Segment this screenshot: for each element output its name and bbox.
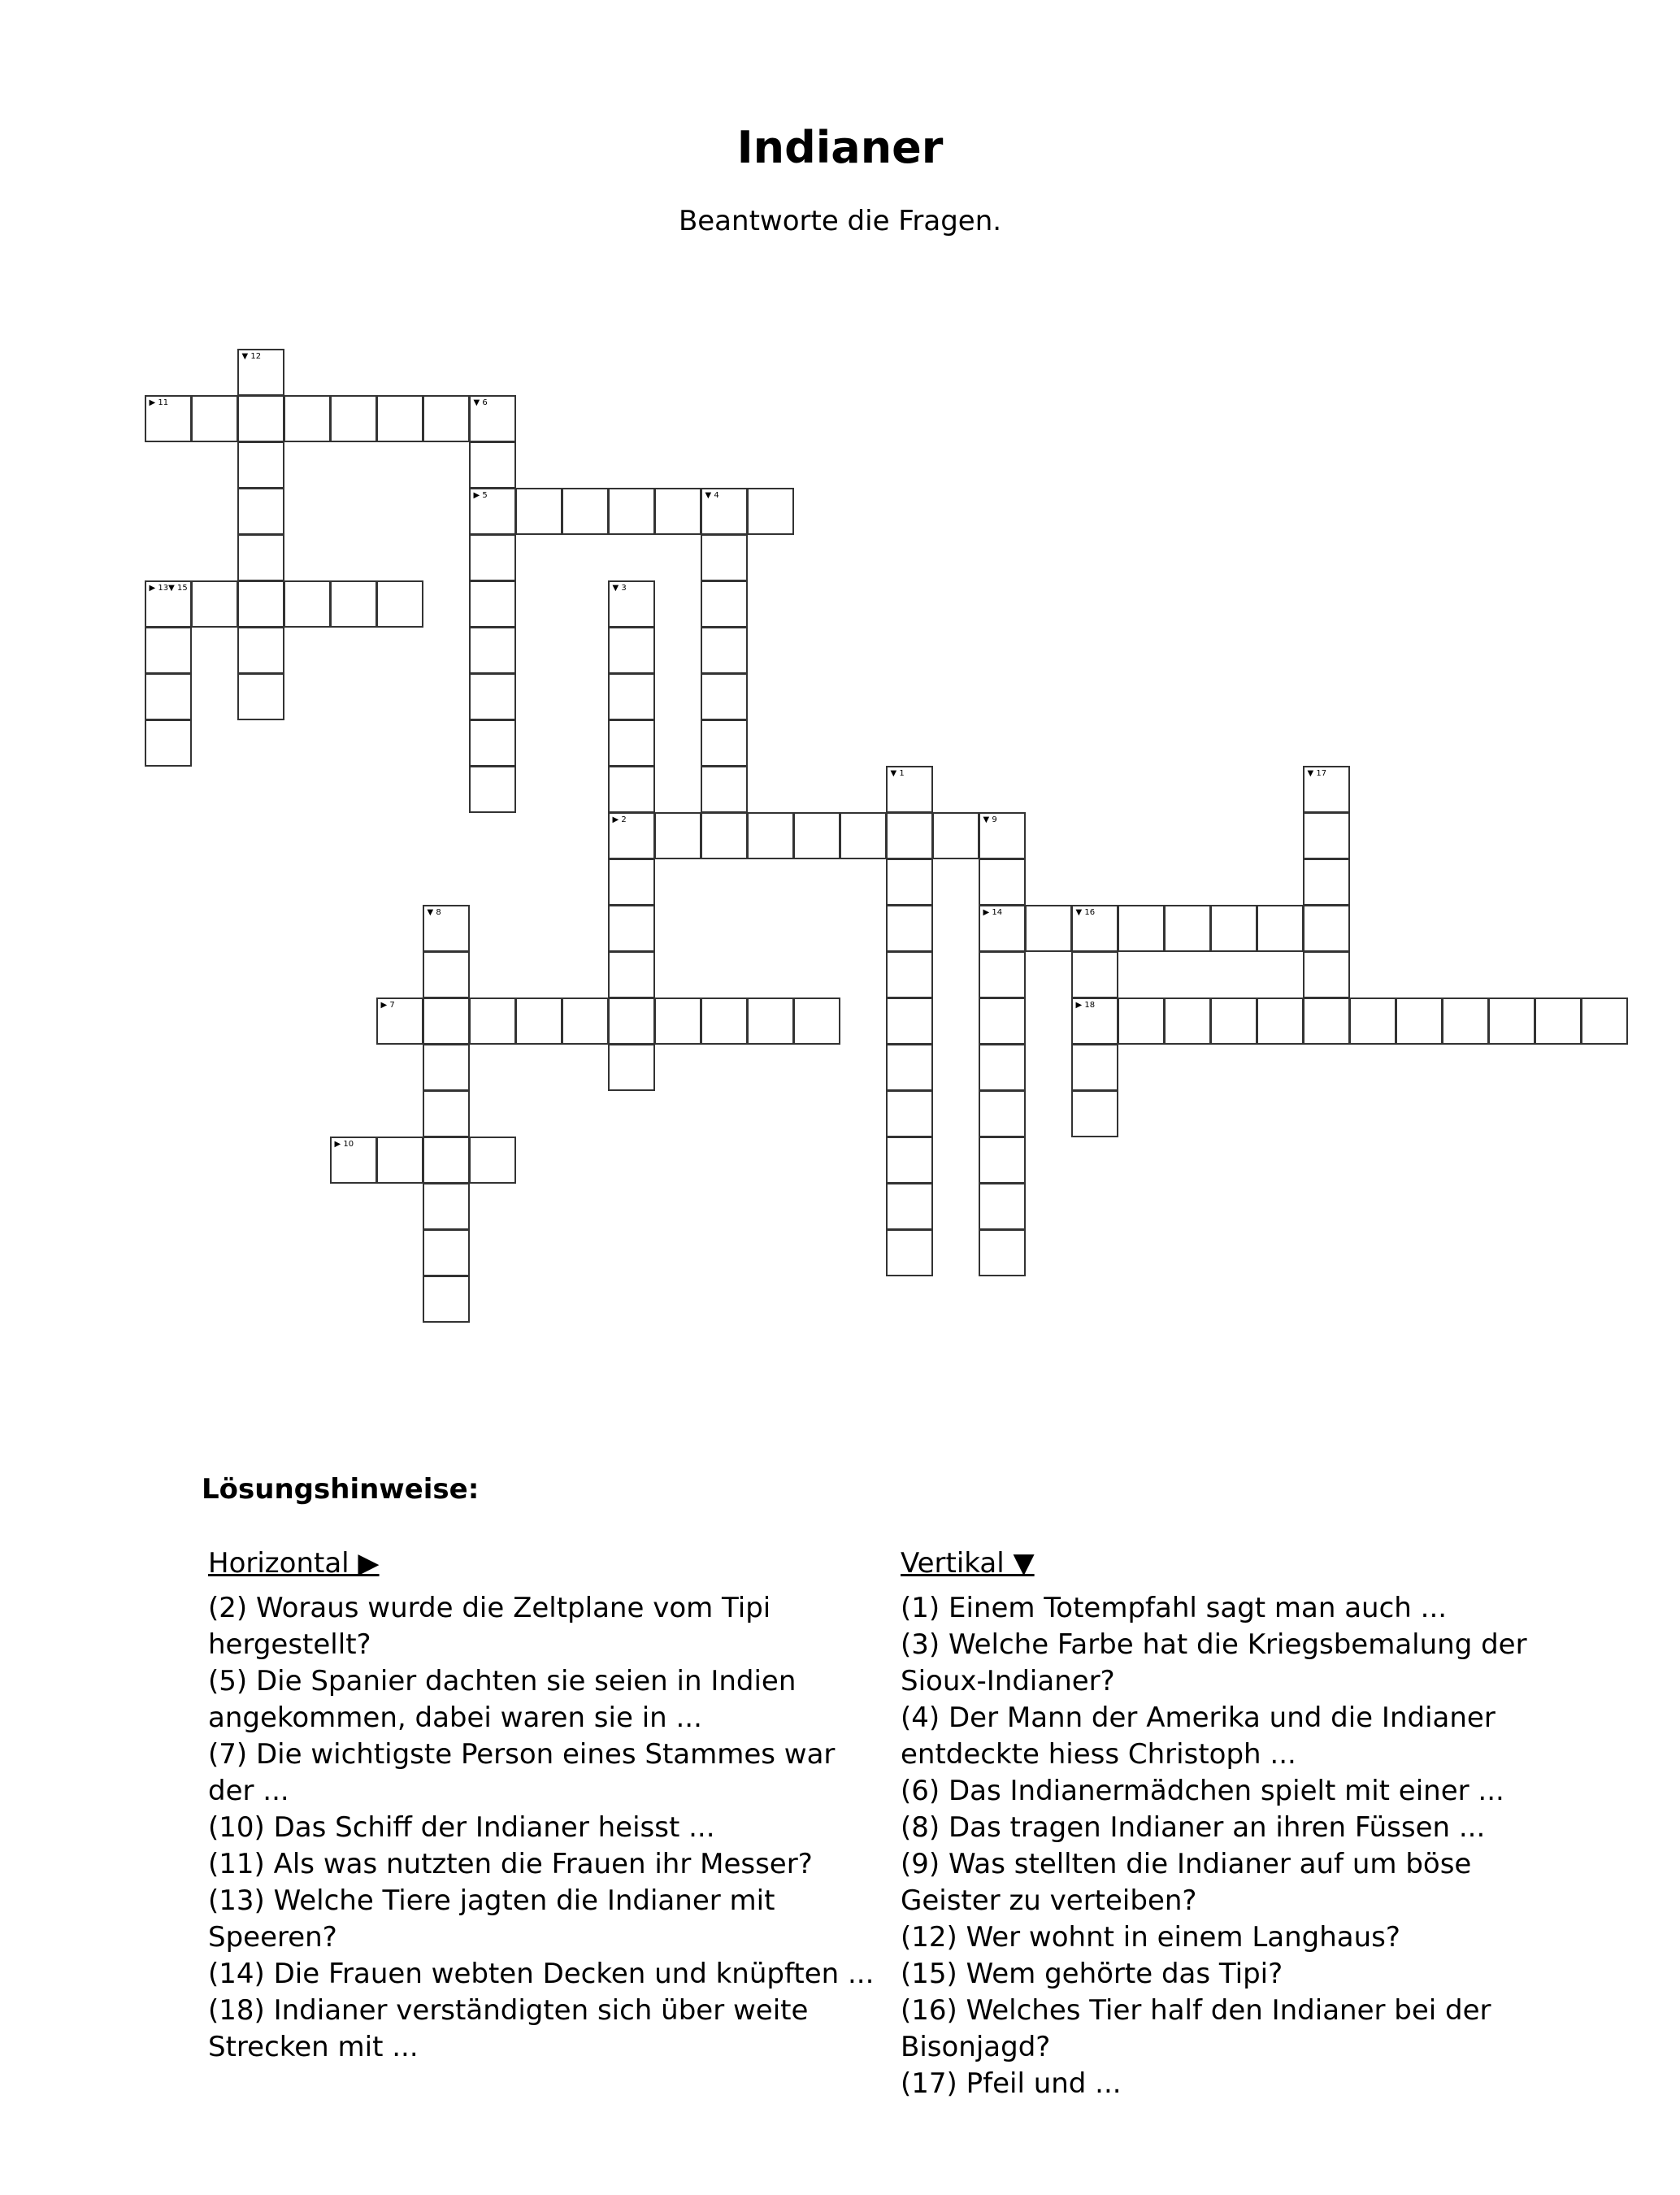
- crossword-cell[interactable]: [1303, 766, 1350, 813]
- crossword-cell[interactable]: [608, 627, 655, 674]
- crossword-cell[interactable]: [1303, 998, 1350, 1045]
- crossword-cell[interactable]: [979, 998, 1026, 1045]
- crossword-cell[interactable]: [1349, 998, 1396, 1045]
- clue-number: ▼ 1: [890, 769, 905, 778]
- crossword-cell[interactable]: [886, 1044, 933, 1091]
- crossword-cell[interactable]: [747, 488, 794, 535]
- crossword-cell[interactable]: [1118, 905, 1165, 952]
- crossword-cell[interactable]: [886, 1183, 933, 1230]
- crossword-cell[interactable]: [1257, 998, 1304, 1045]
- crossword-cell[interactable]: [237, 395, 284, 442]
- clue-down: (4) Der Mann der Amerika und die Indianer entdeckte hiess Christoph ...: [901, 1702, 1496, 1771]
- clue-across: (11) Als was nutzten die Frauen ihr Messer?: [208, 1848, 813, 1880]
- crossword-cell[interactable]: [145, 719, 192, 767]
- crossword-cell[interactable]: [886, 766, 933, 813]
- crossword-cell[interactable]: [237, 349, 284, 396]
- crossword-cell[interactable]: [376, 395, 423, 442]
- crossword-cell[interactable]: [608, 719, 655, 767]
- crossword-cell[interactable]: [608, 858, 655, 906]
- crossword-cell[interactable]: [237, 627, 284, 674]
- crossword-cell[interactable]: [979, 1229, 1026, 1276]
- crossword-cell[interactable]: [1071, 905, 1118, 952]
- crossword-cell[interactable]: [979, 1044, 1026, 1091]
- crossword-cell[interactable]: [145, 627, 192, 674]
- crossword-cell[interactable]: [1535, 998, 1582, 1045]
- crossword-cell[interactable]: [469, 441, 516, 489]
- clue-number: ▶ 11: [149, 398, 169, 407]
- crossword-cell[interactable]: [237, 673, 284, 720]
- crossword-cell[interactable]: [330, 395, 377, 442]
- crossword-cell[interactable]: [886, 998, 933, 1045]
- crossword-cell[interactable]: [562, 998, 609, 1045]
- clue-down: (3) Welche Farbe hat die Kriegsbemalung der Sioux-Indianer?: [901, 1628, 1527, 1697]
- clue-number: ▶ 18: [1075, 1001, 1096, 1010]
- instructions: Beantworte die Fragen.: [678, 205, 1002, 237]
- crossword-cell[interactable]: [701, 766, 748, 813]
- crossword-cell[interactable]: [886, 1137, 933, 1184]
- clue-down: (15) Wem gehörte das Tipi?: [901, 1958, 1283, 1990]
- crossword-cell[interactable]: [701, 580, 748, 628]
- crossword-cell[interactable]: [608, 766, 655, 813]
- crossword-cell[interactable]: [701, 627, 748, 674]
- crossword-cell[interactable]: [423, 1229, 470, 1276]
- clue-across: (5) Die Spanier dachten sie seien in Indien angekommen, dabei waren sie in ...: [208, 1665, 797, 1734]
- crossword-cell[interactable]: [191, 395, 238, 442]
- crossword-cell[interactable]: [423, 1276, 470, 1323]
- crossword-cell[interactable]: [979, 858, 1026, 906]
- crossword-cell[interactable]: [793, 998, 840, 1045]
- crossword-cell[interactable]: [515, 488, 562, 535]
- crossword-cell[interactable]: [1071, 951, 1118, 998]
- crossword-cell[interactable]: [423, 1183, 470, 1230]
- crossword-cell[interactable]: [1071, 1044, 1118, 1091]
- clue-number: ▶ 2: [612, 815, 627, 824]
- crossword-cell[interactable]: [1442, 998, 1489, 1045]
- crossword-cell[interactable]: [608, 488, 655, 535]
- clue-number: ▼ 4: [705, 491, 719, 500]
- crossword-cell[interactable]: [237, 488, 284, 535]
- crossword-cell[interactable]: [1071, 998, 1118, 1045]
- clue-number: ▼ 8: [427, 908, 441, 917]
- crossword-cell[interactable]: [1210, 905, 1257, 952]
- crossword-cell[interactable]: [886, 812, 933, 859]
- clue-across: (18) Indianer verständigten sich über weite Strecken mit ...: [208, 1994, 809, 2063]
- clue-number: ▼ 6: [473, 398, 488, 407]
- crossword-cell[interactable]: [793, 812, 840, 859]
- crossword-cell[interactable]: [654, 998, 701, 1045]
- crossword-cell[interactable]: [701, 673, 748, 720]
- crossword-cell[interactable]: [608, 673, 655, 720]
- crossword-cell[interactable]: [237, 534, 284, 581]
- crossword-cell[interactable]: [423, 998, 470, 1045]
- crossword-cell[interactable]: [376, 998, 423, 1045]
- crossword-cell[interactable]: [1303, 858, 1350, 906]
- clue-across: (7) Die wichtigste Person eines Stammes war der ...: [208, 1738, 836, 1807]
- crossword-cell[interactable]: [886, 1090, 933, 1137]
- crossword-cell[interactable]: [145, 673, 192, 720]
- clue-down: (6) Das Indianermädchen spielt mit einer ...: [901, 1775, 1504, 1807]
- clue-number: ▶ 13▼ 15: [149, 584, 188, 593]
- crossword-cell[interactable]: [237, 441, 284, 489]
- crossword-cell[interactable]: [469, 998, 516, 1045]
- crossword-cell[interactable]: [654, 812, 701, 859]
- crossword-cell[interactable]: [423, 905, 470, 952]
- crossword-cell[interactable]: [1164, 998, 1211, 1045]
- clue-number: ▶ 5: [473, 491, 488, 500]
- crossword-cell[interactable]: [423, 1090, 470, 1137]
- clue-down: (9) Was stellten die Indianer auf um böse Geister zu verteiben?: [901, 1848, 1472, 1917]
- down-heading: Vertikal ▼: [901, 1547, 1035, 1580]
- clue-number: ▶ 10: [334, 1140, 354, 1149]
- crossword-cell[interactable]: [701, 998, 748, 1045]
- crossword-cell[interactable]: [284, 580, 331, 628]
- crossword-cell[interactable]: [469, 673, 516, 720]
- crossword-cell[interactable]: [376, 1137, 423, 1184]
- crossword-cell[interactable]: [515, 998, 562, 1045]
- crossword-cell[interactable]: [1257, 905, 1304, 952]
- crossword-cell[interactable]: [1581, 998, 1628, 1045]
- crossword-cell[interactable]: [886, 858, 933, 906]
- crossword-cell[interactable]: [1025, 905, 1072, 952]
- crossword-cell[interactable]: [654, 488, 701, 535]
- clue-number: ▶ 7: [380, 1001, 395, 1010]
- crossword-cell[interactable]: [1303, 905, 1350, 952]
- clue-number: ▼ 3: [612, 584, 627, 593]
- crossword-cell[interactable]: [469, 719, 516, 767]
- crossword-cell[interactable]: [237, 580, 284, 628]
- crossword-cell[interactable]: [1303, 951, 1350, 998]
- crossword-cell[interactable]: [284, 395, 331, 442]
- crossword-cell[interactable]: [469, 395, 516, 442]
- crossword-cell[interactable]: [145, 395, 192, 442]
- crossword-cell[interactable]: [191, 580, 238, 628]
- clue-number: ▶ 14: [983, 908, 1003, 917]
- crossword-cell[interactable]: [932, 812, 979, 859]
- clue-down: (16) Welches Tier half den Indianer bei der Bisonjagd?: [901, 1994, 1491, 2063]
- crossword-cell[interactable]: [330, 580, 377, 628]
- crossword-cell[interactable]: [701, 812, 748, 859]
- crossword-cell[interactable]: [562, 488, 609, 535]
- crossword-cell[interactable]: [1396, 998, 1443, 1045]
- crossword-cell[interactable]: [1488, 998, 1535, 1045]
- crossword-cell[interactable]: [469, 534, 516, 581]
- crossword-cell[interactable]: [701, 488, 748, 535]
- crossword-cell[interactable]: [376, 580, 423, 628]
- crossword-cell[interactable]: [1164, 905, 1211, 952]
- clue-number: ▼ 9: [983, 815, 997, 824]
- crossword-cell[interactable]: [840, 812, 887, 859]
- crossword-cell[interactable]: [979, 905, 1026, 952]
- crossword-cell[interactable]: [1303, 812, 1350, 859]
- crossword-cell[interactable]: [608, 998, 655, 1045]
- crossword-cell[interactable]: [1210, 998, 1257, 1045]
- crossword-cell[interactable]: [608, 1044, 655, 1091]
- crossword-cell[interactable]: [469, 766, 516, 813]
- crossword-cell[interactable]: [423, 1044, 470, 1091]
- crossword-cell[interactable]: [469, 1137, 516, 1184]
- crossword-cell[interactable]: [979, 1183, 1026, 1230]
- crossword-cell[interactable]: [1118, 998, 1165, 1045]
- crossword-cell[interactable]: [608, 905, 655, 952]
- crossword-cell[interactable]: [701, 534, 748, 581]
- crossword-cell[interactable]: [979, 1137, 1026, 1184]
- clue-down: (8) Das tragen Indianer an ihren Füssen ...: [901, 1811, 1486, 1844]
- clue-across: (10) Das Schiff der Indianer heisst ...: [208, 1811, 715, 1844]
- clue-number: ▼ 16: [1075, 908, 1096, 917]
- crossword-cell[interactable]: [469, 580, 516, 628]
- clue-number: ▼ 17: [1307, 769, 1327, 778]
- clue-down: (17) Pfeil und ...: [901, 2067, 1122, 2100]
- crossword-cell[interactable]: [469, 627, 516, 674]
- crossword-cell[interactable]: [423, 951, 470, 998]
- crossword-cell[interactable]: [145, 580, 192, 628]
- clue-across: (2) Woraus wurde die Zeltplane vom Tipi hergestellt?: [208, 1592, 771, 1661]
- clue-down: (12) Wer wohnt in einem Langhaus?: [901, 1921, 1400, 1954]
- crossword-cell[interactable]: [886, 951, 933, 998]
- clue-across: (14) Die Frauen webten Decken und knüpften ...: [208, 1958, 875, 1990]
- crossword-cell[interactable]: [979, 812, 1026, 859]
- across-clues: [208, 1545, 875, 2066]
- crossword-cell[interactable]: [886, 1229, 933, 1276]
- clues-heading: Lösungshinweise:: [202, 1473, 480, 1506]
- crossword-cell[interactable]: [423, 1137, 470, 1184]
- crossword-cell[interactable]: [701, 719, 748, 767]
- clue-across: (13) Welche Tiere jagten die Indianer mit Speeren?: [208, 1884, 775, 1954]
- crossword-cell[interactable]: [330, 1137, 377, 1184]
- crossword-cell[interactable]: [747, 998, 794, 1045]
- across-heading: Horizontal ▶: [208, 1547, 380, 1580]
- crossword-cell[interactable]: [747, 812, 794, 859]
- crossword-cell[interactable]: [423, 395, 470, 442]
- down-clues: [901, 1545, 1567, 2102]
- clue-number: ▼ 12: [241, 352, 262, 361]
- crossword-cell[interactable]: [886, 905, 933, 952]
- crossword-cell[interactable]: [608, 951, 655, 998]
- crossword-cell[interactable]: [608, 812, 655, 859]
- clue-down: (1) Einem Totempfahl sagt man auch ...: [901, 1592, 1448, 1624]
- page-title: Indianer: [736, 122, 944, 173]
- crossword-cell[interactable]: [608, 580, 655, 628]
- crossword-cell[interactable]: [1071, 1090, 1118, 1137]
- crossword-cell[interactable]: [469, 488, 516, 535]
- crossword-cell[interactable]: [979, 951, 1026, 998]
- crossword-cell[interactable]: [979, 1090, 1026, 1137]
